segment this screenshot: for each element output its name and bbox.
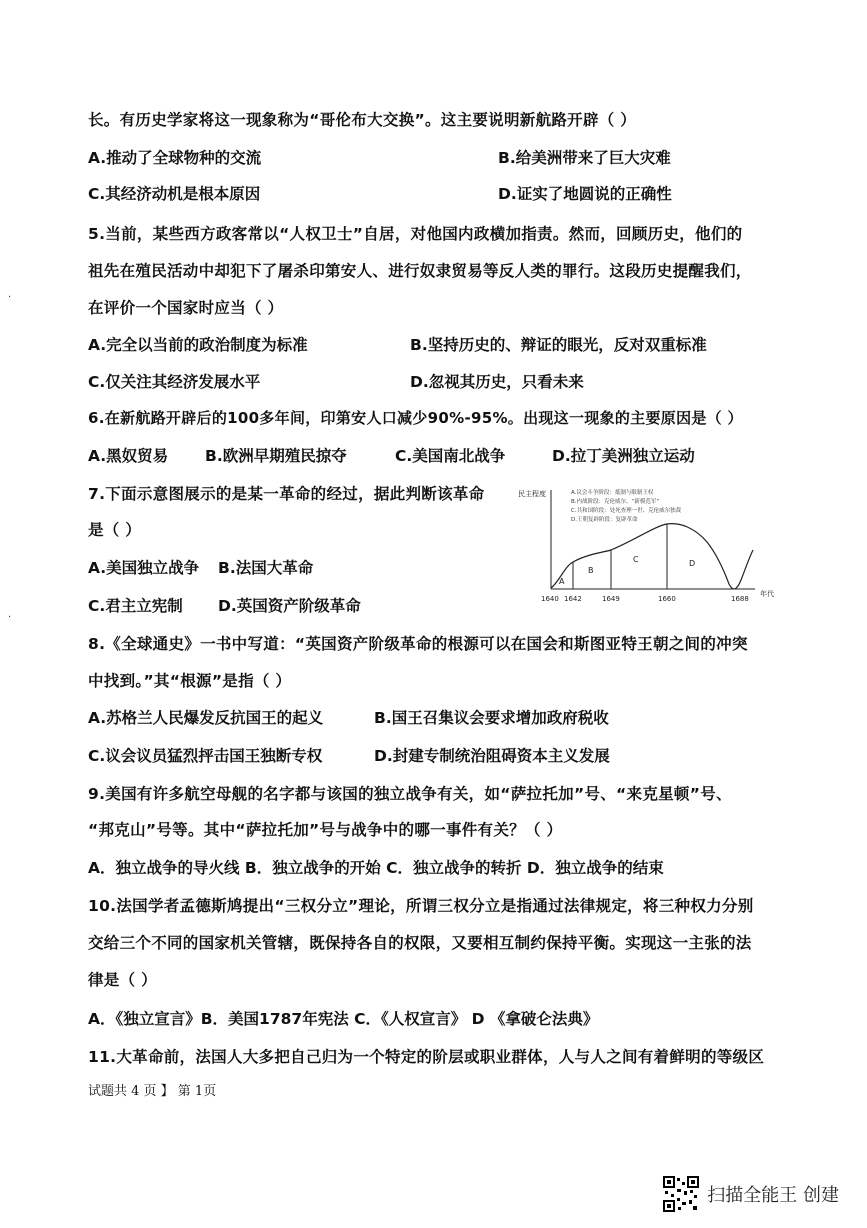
q7-line2: 是（ ） (88, 521, 142, 539)
q4-option-d: D.证实了地圆说的正确性 (498, 185, 672, 203)
q4-option-b: B.给美洲带来了巨大灾难 (498, 149, 671, 167)
legend-d: D.王朝复辟阶段：复辟革命 (571, 517, 638, 523)
q5-option-d: D.忽视其历史，只看未来 (410, 373, 584, 391)
q7-option-d: D.英国资产阶级革命 (218, 597, 361, 615)
region-d: D (689, 559, 696, 568)
tick-1688: 1688 (731, 595, 749, 603)
q8-option-b: B.国王召集议会要求增加政府税收 (374, 709, 609, 727)
q5-line2: 祖先在殖民活动中却犯下了屠杀印第安人、进行奴隶贸易等反人类的罪行。这段历史提醒我们， (88, 262, 752, 280)
tick-1660: 1660 (658, 595, 676, 603)
legend-c: C.共和国阶段：处死查理一世、克伦威尔独裁 (571, 508, 682, 514)
chart-ylabel: 民主程度 (518, 490, 546, 498)
scanner-stamp (663, 1176, 839, 1212)
q7-option-c: C.君主立宪制 (88, 597, 183, 615)
q6-option-a: A.黑奴贸易 (88, 447, 169, 465)
q7-option-b: B.法国大革命 (218, 559, 314, 577)
q4-stem: 长。有历史学家将这一现象称为“哥伦布大交换”。这主要说明新航路开辟（ ） (88, 111, 637, 129)
q9-options: A．独立战争的导火线 B．独立战争的开始 C．独立战争的转折 D．独立战争的结束 (88, 859, 664, 877)
q8-line1: 8.《全球通史》一书中写道：“英国资产阶级革命的根源可以在国会和斯图亚特王朝之间的冲突 (88, 635, 748, 653)
q5-option-b: B.坚持历史的、辩证的眼光，反对双重标准 (410, 336, 707, 354)
legend-a: A.议会斗争阶段：抵制与限制王权 (571, 490, 654, 496)
chart-xlabel: 年代 (760, 590, 774, 598)
q5-option-c: C.仅关注其经济发展水平 (88, 373, 261, 391)
q8-option-a: A.苏格兰人民爆发反抗国王的起义 (88, 709, 324, 727)
q8-line2: 中找到。”其“根源”是指（ ） (88, 672, 292, 690)
q8-option-d: D.封建专制统治阻碍资本主义发展 (374, 747, 610, 765)
q4-option-c: C.其经济动机是根本原因 (88, 185, 261, 203)
q5-line3: 在评价一个国家时应当（ ） (88, 299, 284, 317)
q10-line1: 10.法国学者孟德斯鸠提出“三权分立”理论，所谓三权分立是指通过法律规定，将三种权力分别 (88, 897, 754, 915)
margin-mark: · (8, 612, 12, 623)
region-c: C (633, 555, 639, 564)
democracy-curve (551, 524, 753, 589)
q11-line1: 11.大革命前，法国人大多把自己归为一个特定的阶层或职业群体，人与人之间有着鲜明的等级区 (88, 1048, 765, 1066)
tick-1642: 1642 (564, 595, 582, 603)
q5-line1: 5.当前，某些西方政客常以“人权卫士”自居，对他国内政横加指责。然而，回顾历史，他们的 (88, 225, 743, 243)
q10-line2: 交给三个不同的国家机关管辖，既保持各自的权限，又要相互制约保持平衡。实现这一主张的法 (88, 934, 752, 952)
q6-option-c: C.美国南北战争 (395, 447, 506, 465)
region-b: B (588, 566, 594, 575)
q6-line1: 6.在新航路开辟后的100多年间，印第安人口减少90%-95%。出现这一现象的主要原因是（ ） (88, 409, 743, 427)
page-footer: 试题共 4 页 】 第 1页 (88, 1084, 217, 1099)
q7-line1: 7.下面示意图展示的是某一革命的经过，据此判断该革命 (88, 485, 485, 503)
region-a: A (559, 577, 565, 586)
tick-1649: 1649 (602, 595, 620, 603)
legend-b: B.内战阶段：克伦威尔、“新模范军” (571, 499, 660, 505)
q10-options: A．《独立宣言》B．美国1787年宪法 C．《人权宣言》 D 《拿破仑法典》 (88, 1010, 599, 1028)
q6-option-b: B.欧洲早期殖民掠夺 (205, 447, 347, 465)
q9-line2: “邦克山”号等。其中“萨拉托加”号与战争中的哪一事件有关？（ ） (88, 821, 563, 839)
qr-code-icon (663, 1176, 699, 1212)
q4-option-a: A.推动了全球物种的交流 (88, 149, 262, 167)
q8-option-c: C.议会议员猛烈抨击国王独断专权 (88, 747, 323, 765)
q5-option-a: A.完全以当前的政治制度为标准 (88, 336, 308, 354)
q10-line3: 律是（ ） (88, 971, 157, 989)
scanner-stamp-text: 扫描全能王 创建 (707, 1185, 839, 1206)
margin-mark: · (8, 292, 12, 303)
q7-option-a: A.美国独立战争 (88, 559, 200, 577)
tick-1640: 1640 (541, 595, 559, 603)
q6-option-d: D.拉丁美洲独立运动 (552, 447, 695, 465)
revolution-chart (515, 482, 795, 612)
q9-line1: 9.美国有许多航空母舰的名字都与该国的独立战争有关，如“萨拉托加”号、“来克星顿”号、 (88, 785, 732, 803)
